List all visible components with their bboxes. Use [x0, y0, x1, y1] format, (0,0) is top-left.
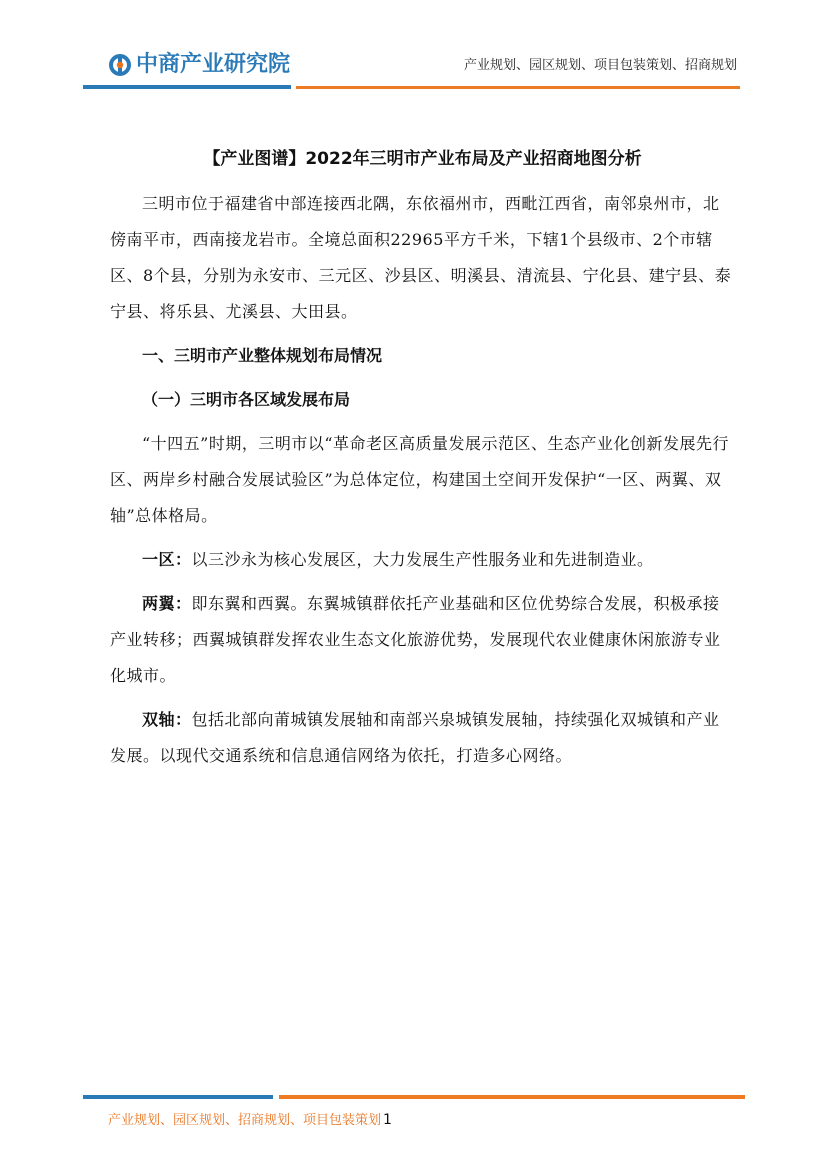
document-title: 【产业图谱】2022年三明市产业布局及产业招商地图分析: [203, 149, 642, 169]
company-logo: [108, 50, 290, 80]
logo-mark-icon: [108, 53, 132, 77]
header-blue-bar: [83, 85, 291, 89]
page-number: 1: [383, 1112, 392, 1128]
header-orange-bar: [296, 86, 740, 89]
yiqu-paragraph: [110, 542, 735, 578]
section-heading: 一、三明市产业整体规划布局情况: [142, 346, 383, 365]
yiqu-text: 以三沙永为核心发展区，大力发展生产性服务业和先进制造业。: [191, 550, 654, 569]
liangyi-paragraph: [110, 586, 735, 694]
page-footer: [108, 1110, 392, 1131]
subsection-heading: （一）三明市各区域发展布局: [142, 390, 351, 409]
footer-orange-bar: [279, 1095, 745, 1099]
liangyi-text: 即东翼和西翼。东翼城镇群依托产业基础和区位优势综合发展，积极承接产业转移；西翼城镇群发挥农业生态文化旅游优势，发展现代农业健康休闲旅游专业化城市。: [110, 594, 721, 685]
footer-blue-bar: [83, 1095, 273, 1099]
shuangzhou-lead: 双轴：: [142, 710, 192, 729]
footer-tagline: 产业规划、园区规划、招商规划、项目包装策划: [108, 1113, 382, 1128]
intro-paragraph: 三明市位于福建省中部连接西北隅，东依福州市，西毗江西省，南邻泉州市，北傍南平市，西南接龙岩市。全境总面积22965平方千米，下辖1个县级市、2个市辖区、8个县，分别为永安市、三元区、沙县区、明溪县、清流县、宁化县、建宁县、泰宁县、将乐县、尤溪县、大田县。: [110, 194, 732, 321]
shuangzhou-text: 包括北部向莆城镇发展轴和南部兴泉城镇发展轴，持续强化双城镇和产业发展。以现代交通系统和信息通信网络为依托，打造多心网络。: [110, 710, 720, 765]
plan-paragraph: “十四五”时期，三明市以“革命老区高质量发展示范区、生态产业化创新发展先行区、两岸乡村融合发展试验区”为总体定位，构建国土空间开发保护“一区、两翼、双轴”总体格局。: [110, 434, 730, 525]
header-tagline: 产业规划、园区规划、项目包装策划、招商规划: [463, 58, 737, 73]
logo-text: 中商产业研究院: [136, 52, 291, 77]
liangyi-lead: 两翼：: [142, 594, 192, 613]
page-header: [0, 0, 827, 100]
shuangzhou-paragraph: [110, 702, 735, 774]
document-body: [110, 140, 735, 782]
yiqu-lead: 一区：: [142, 550, 192, 569]
